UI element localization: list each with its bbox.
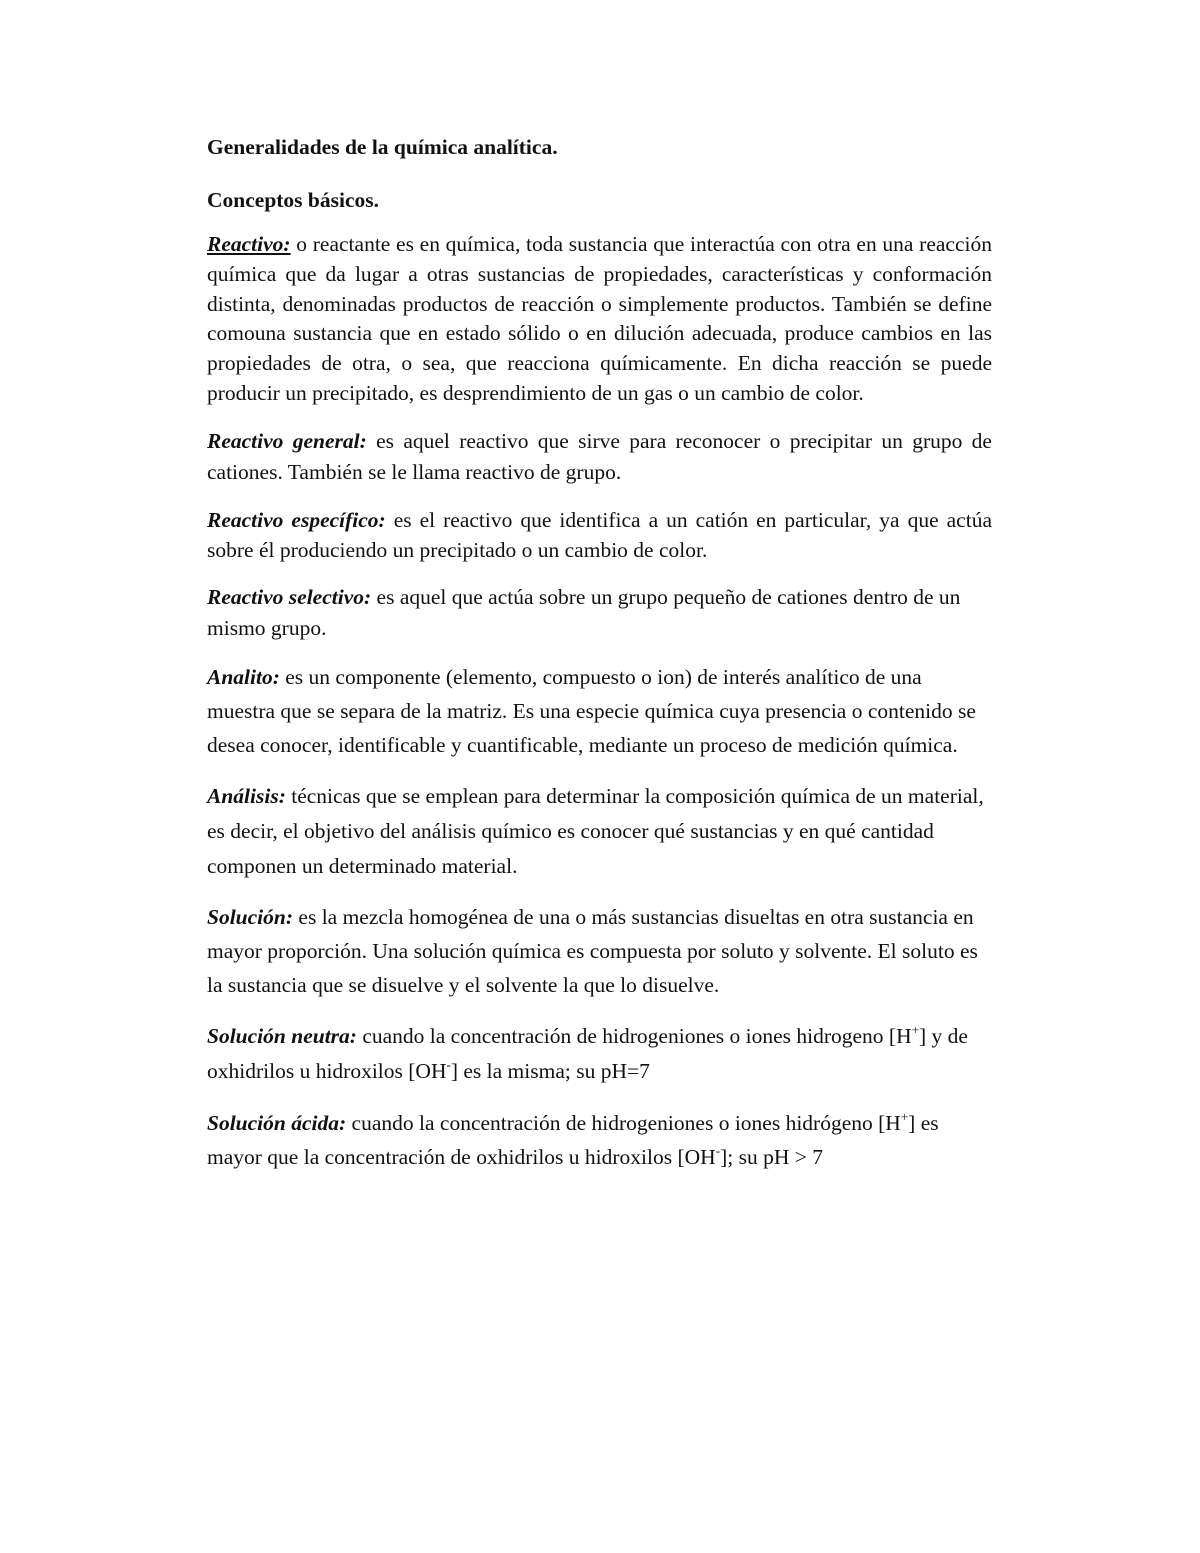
definition-reactivo xyxy=(207,230,992,409)
definition-reactivo-general xyxy=(207,426,992,488)
definition-text: o reactante es en química, toda sustancia que interactúa con otra en una reacción química que da lugar a otras sustancias de propiedades, características y conformación distinta, denominadas productos de reacción o simplemente productos. También se define comouna sustancia que en estado sólido o en dilución adecuada, produce cambios en las propiedades de otra, o sea, que reacciona químicamente. En dicha reacción se puede producir un precipitado, es desprendimiento de un gas o un cambio de color. xyxy=(207,232,992,405)
term-reactivo-especifico: Reactivo específico: xyxy=(207,507,386,532)
term-solucion-acida: Solución ácida: xyxy=(207,1110,347,1135)
term-reactivo-general: Reactivo general: xyxy=(207,428,367,453)
definition-text: técnicas que se emplean para determinar la composición química de un material, es decir, el objetivo del análisis químico es conocer qué sustancias y en qué cantidad componen un determinado material. xyxy=(207,783,984,878)
definition-text: ] es la misma; su pH=7 xyxy=(450,1058,650,1083)
definition-text: ] es mayor que la concentración de oxhidrilos u hidroxilos [OH xyxy=(207,1110,939,1169)
superscript-minus: - xyxy=(446,1056,451,1072)
term-reactivo: Reactivo: xyxy=(207,232,291,256)
definition-text: cuando la concentración de hidrogeniones o iones hidrógeno [H xyxy=(346,1110,901,1135)
definition-analito xyxy=(207,660,992,762)
document-page xyxy=(207,128,992,1174)
definition-solucion-neutra xyxy=(207,1019,992,1089)
definition-solucion-acida xyxy=(207,1106,992,1174)
definition-reactivo-selectivo xyxy=(207,582,992,644)
document-title: Generalidades de la química analítica. xyxy=(207,135,558,159)
definition-text: ] y de oxhidrilos u hidroxilos [OH xyxy=(207,1023,968,1083)
definition-text: es aquel que actúa sobre un grupo pequeño de cationes dentro de un mismo grupo. xyxy=(207,584,961,640)
definition-text: es aquel reactivo que sirve para reconocer o precipitar un grupo de cationes. También se le llama reactivo de grupo. xyxy=(207,428,992,484)
definition-text: cuando la concentración de hidrogeniones o iones hidrogeno [H xyxy=(356,1023,912,1048)
term-solucion: Solución: xyxy=(207,904,294,929)
superscript-plus: + xyxy=(911,1021,919,1037)
definition-text: es el reactivo que identifica a un catión en particular, ya que actúa sobre él produciendo un precipitado o un cambio de color. xyxy=(207,507,992,562)
definition-text: ]; su pH > 7 xyxy=(720,1144,823,1169)
term-reactivo-selectivo: Reactivo selectivo: xyxy=(207,584,372,609)
term-analito: Analito: xyxy=(207,664,280,689)
superscript-minus: - xyxy=(715,1142,721,1158)
definition-reactivo-especifico xyxy=(207,505,992,565)
definition-solucion xyxy=(207,900,992,1002)
definition-analisis xyxy=(207,779,992,884)
definition-text: es un componente (elemento, compuesto o ion) de interés analítico de una muestra que se separa de la matriz. Es una especie química cuya presencia o contenido se desea conocer, identificable y cuantificable, mediante un proceso de medición química. xyxy=(207,664,976,757)
term-analisis: Análisis: xyxy=(207,783,286,808)
document-subtitle: Conceptos básicos. xyxy=(207,188,380,212)
term-solucion-neutra: Solución neutra: xyxy=(207,1023,357,1048)
definition-text: es la mezcla homogénea de una o más sustancias disueltas en otra sustancia en mayor proporción. Una solución química es compuesta por soluto y solvente. El soluto es la sustancia que se disuelve y el solvente la que lo disuelve. xyxy=(207,904,978,997)
superscript-plus: + xyxy=(900,1108,909,1124)
